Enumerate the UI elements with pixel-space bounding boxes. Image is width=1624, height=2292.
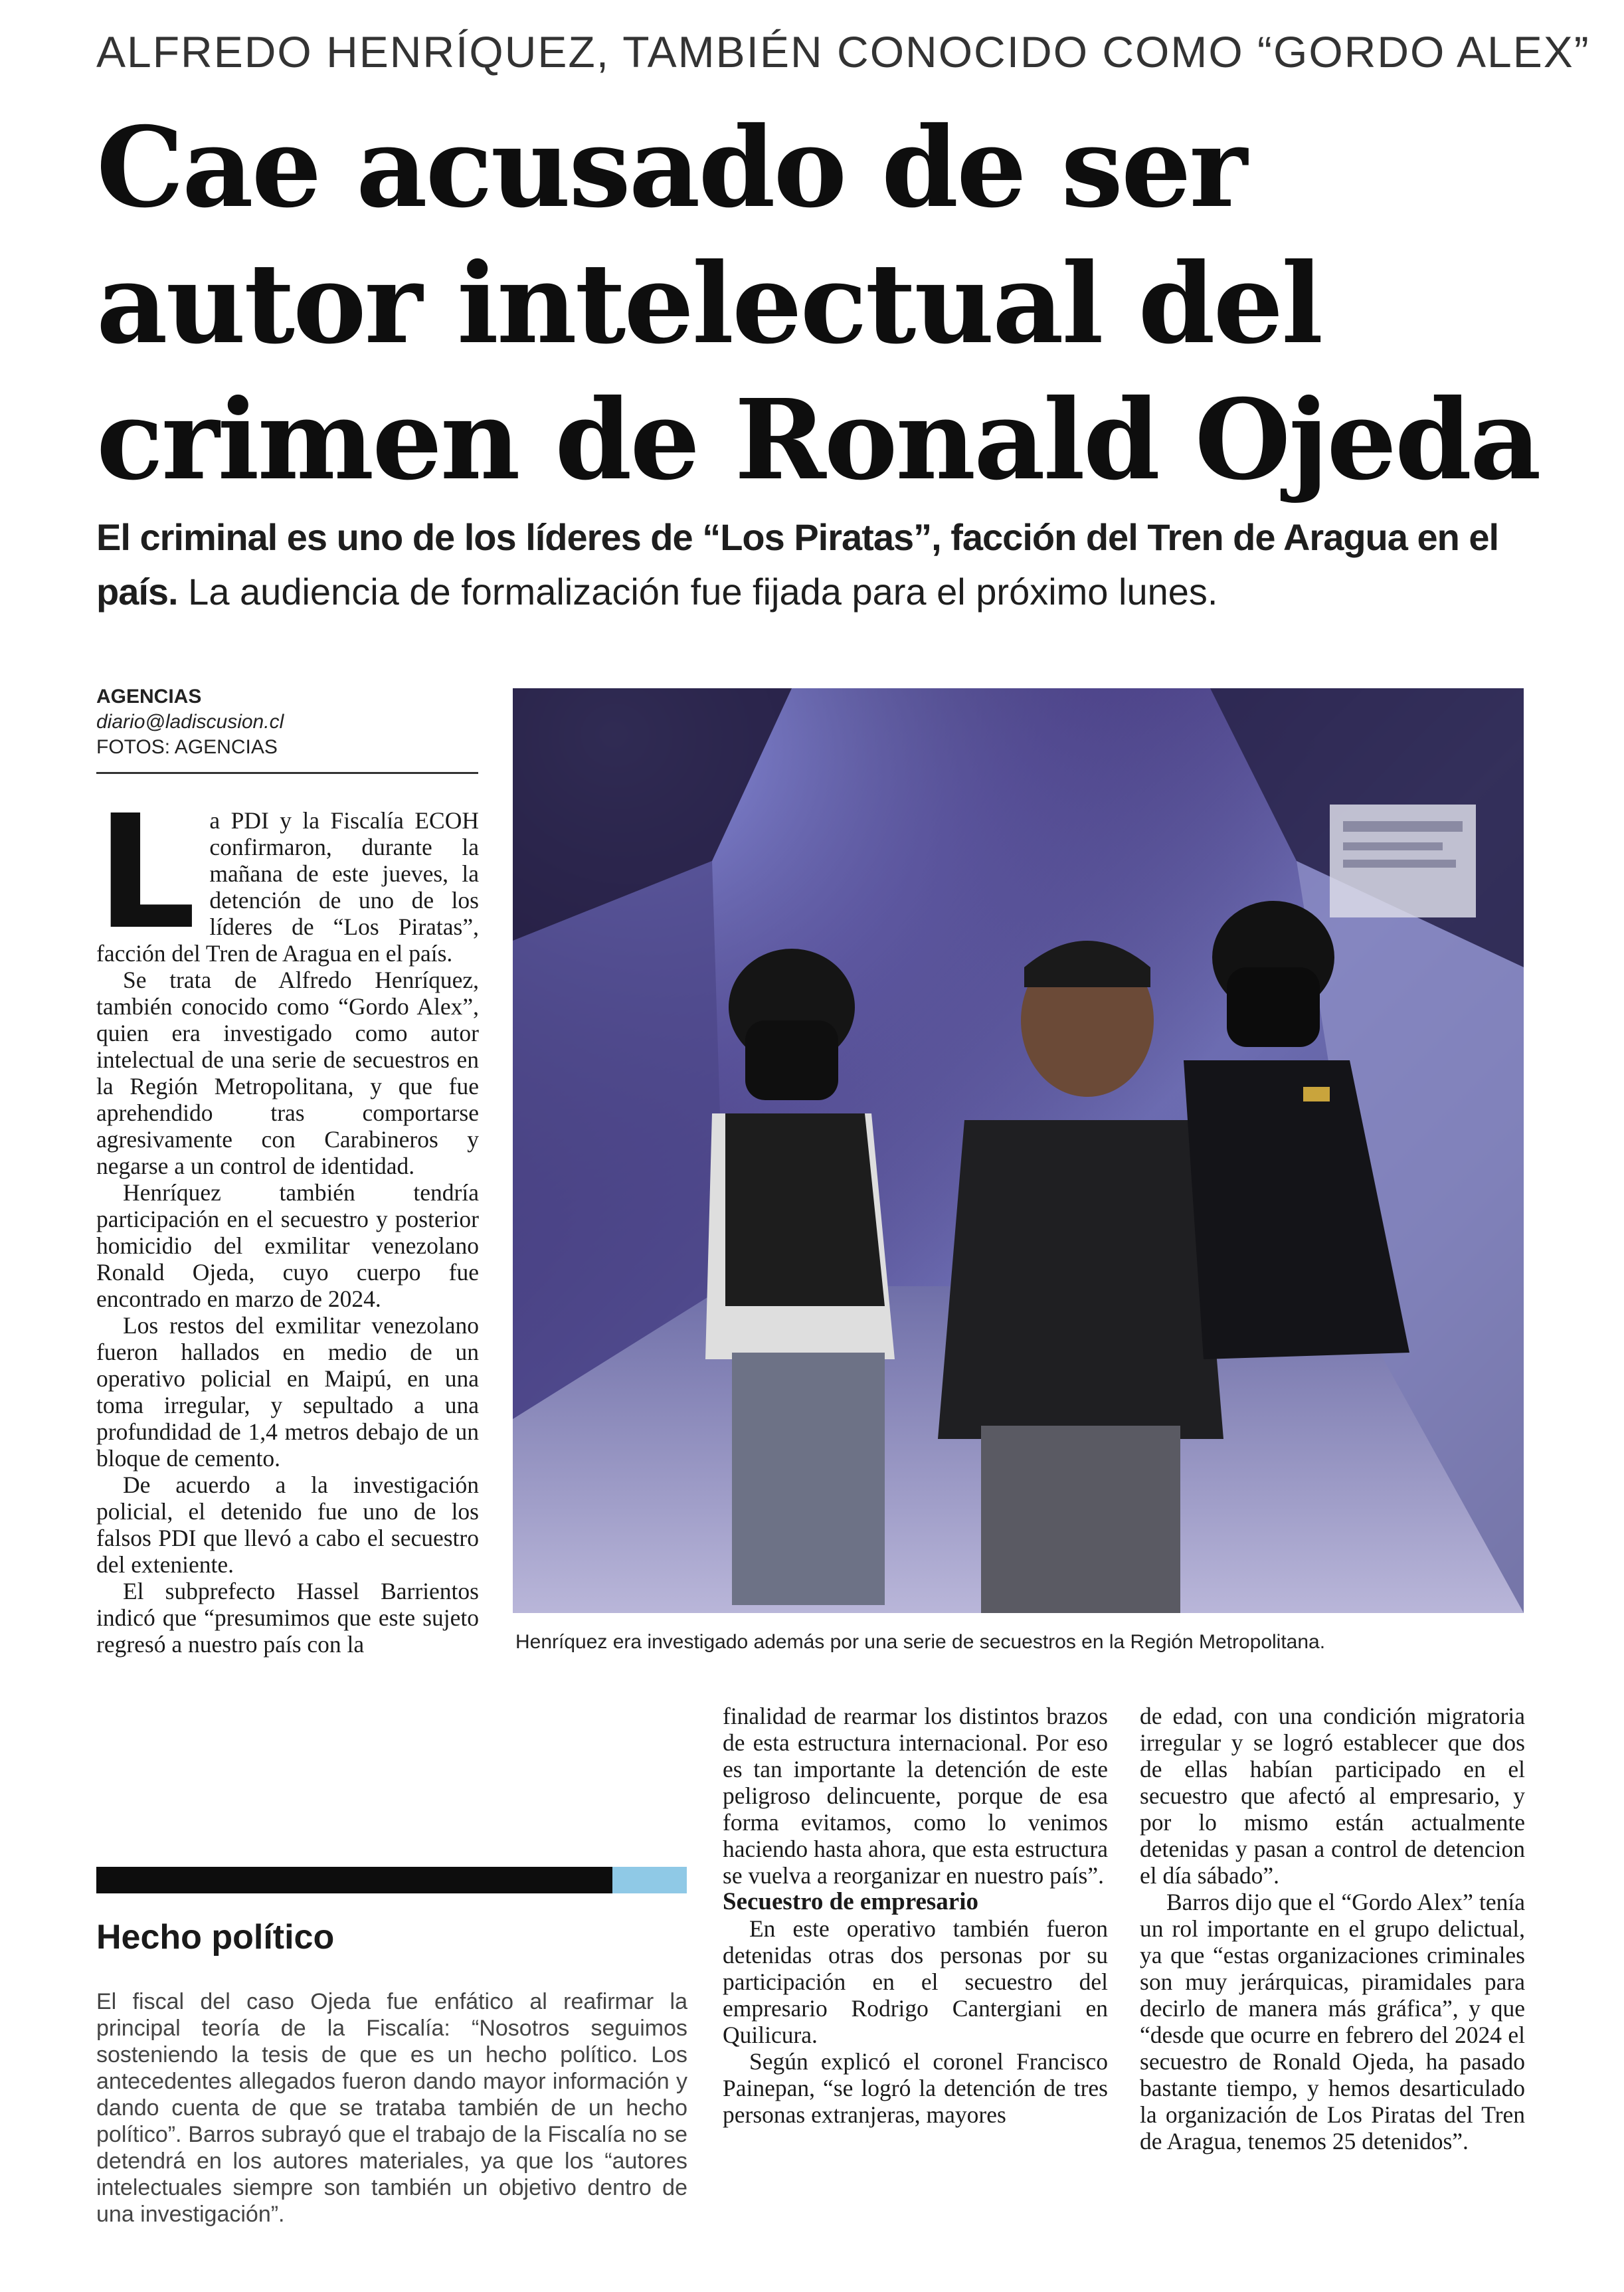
body-paragraph: De acuerdo a la investigación policial, el detenido fue uno de los falsos PDI que llevó a cabo el secuestro del exteniente. (96, 1472, 479, 1578)
byline-agency: AGENCIAS (96, 686, 202, 708)
photo-caption: Henríquez era investigado además por una serie de secuestros en la Región Metropolitana. (515, 1631, 1326, 1653)
article-column-1 (96, 781, 479, 1658)
sidebar-bar-accent (612, 1867, 687, 1893)
body-paragraph: Barros dijo que el “Gordo Alex” tenía un rol importante en el grupo delictual, ya que “estas organizaciones criminales son muy jerárquicas, piramidales para decirlo de manera más gráfica”, y que “desde que ocurre en febrero del 2024 el secuestro de Ronald Ojeda, ha pasado bastante tiempo, y hemos desarticulado la organización de Los Piratas del Tren de Aragua, tenemos 25 detenidos”. (1140, 1889, 1525, 2154)
body-paragraph: Se trata de Alfredo Henríquez, también conocido como “Gordo Alex”, quien era investigado como autor intelectual de una serie de secuestros en la Región Metropolitana, y que fue aprehendido tras comportarse agresivamente con Carabineros y negarse a un control de identidad. (96, 967, 479, 1179)
article-headline (96, 100, 1558, 508)
sidebar-text: El fiscal del caso Ojeda fue enfático al reafirmar la principal teoría de la Fiscalía: “Nosotros seguimos sosteniendo la tesis de que es un hecho político. Los antecedentes allegados fueron dando mayor información y dando cuenta de que se trataba también de un hecho político”. Barros subrayó que el trabajo de la Fiscalía no se detendrá en los autores materiales, ya que los “autores intelectuales siempre son también un objetivo dentro de una investigación”. (96, 1989, 687, 2227)
article-deck (96, 510, 1531, 619)
section-subhead: Secuestro de empresario (723, 1888, 978, 1915)
body-paragraph: En este operativo también fueron detenidas otras dos personas por su participación en el secuestro del empresario Rodrigo Cantergiani en Quilicura. (723, 1915, 1108, 2048)
drop-cap: L (96, 781, 197, 964)
headline-line-1: Cae acusado de ser (96, 103, 1246, 233)
photo-illustration (513, 688, 1524, 1613)
article-photo (513, 688, 1524, 1613)
deck-regular: La audiencia de formalización fue fijada para el próximo lunes. (177, 571, 1218, 613)
sidebar-title: Hecho político (96, 1918, 335, 1957)
byline (96, 684, 482, 760)
sidebar-bar (96, 1867, 612, 1893)
headline-line-2: autor intelectual del (96, 239, 1322, 369)
headline-line-3: crimen de Ronald Ojeda (96, 375, 1540, 505)
body-paragraph: finalidad de rearmar los distintos brazos de esta estructura internacional. Por eso es tan importante la detención de este peligroso delincuente, porque de esa forma evitamos, como lo venimos haciendo hasta ahora, que esta estructura se vuelva a reorganizar en nuestro país”. (723, 1703, 1108, 1889)
byline-email: diario@ladiscusion.cl (96, 711, 284, 733)
body-paragraph: Henríquez también tendría participación en el secuestro y posterior homicidio del exmilitar venezolano Ronald Ojeda, cuyo cuerpo fue encontrado en marzo de 2024. (96, 1179, 479, 1312)
body-paragraph: a PDI y la Fiscalía ECOH confirmaron, durante la mañana de este jueves, la detención de uno de los líderes de “Los Piratas”, facción del Tren de Aragua en el país. (96, 807, 479, 967)
body-paragraph: El subprefecto Hassel Barrientos indicó que “presumimos que este sujeto regresó a nuestro país con la (96, 1578, 479, 1658)
body-paragraph: de edad, con una condición migratoria irregular y se logró establecer que dos de ellas habían participado en el secuestro que afectó al empresario, y por lo mismo están actualmente detenidas y pasan a control de detencion el día sábado”. (1140, 1703, 1525, 1889)
byline-photo-credit: FOTOS: AGENCIAS (96, 736, 278, 758)
body-paragraph: Según explicó el coronel Francisco Painepan, “se logró la detención de tres personas extranjeras, mayores (723, 2048, 1108, 2128)
byline-divider (96, 772, 478, 774)
article-kicker: ALFREDO HENRÍQUEZ, TAMBIÉN CONOCIDO COMO “GORDO ALEX” (96, 27, 1590, 76)
deck-bold: El criminal es uno de los líderes de “Los Piratas”, facción del Tren de Aragua en el país. (96, 516, 1499, 613)
article-column-3 (1140, 1703, 1525, 2154)
body-paragraph: Los restos del exmilitar venezolano fueron hallados en medio de un operativo policial en Maipú, en una toma irregular, y sepultado a una profundidad de 1,4 metros debajo de un bloque de cemento. (96, 1312, 479, 1472)
article-column-2 (723, 1703, 1108, 2128)
